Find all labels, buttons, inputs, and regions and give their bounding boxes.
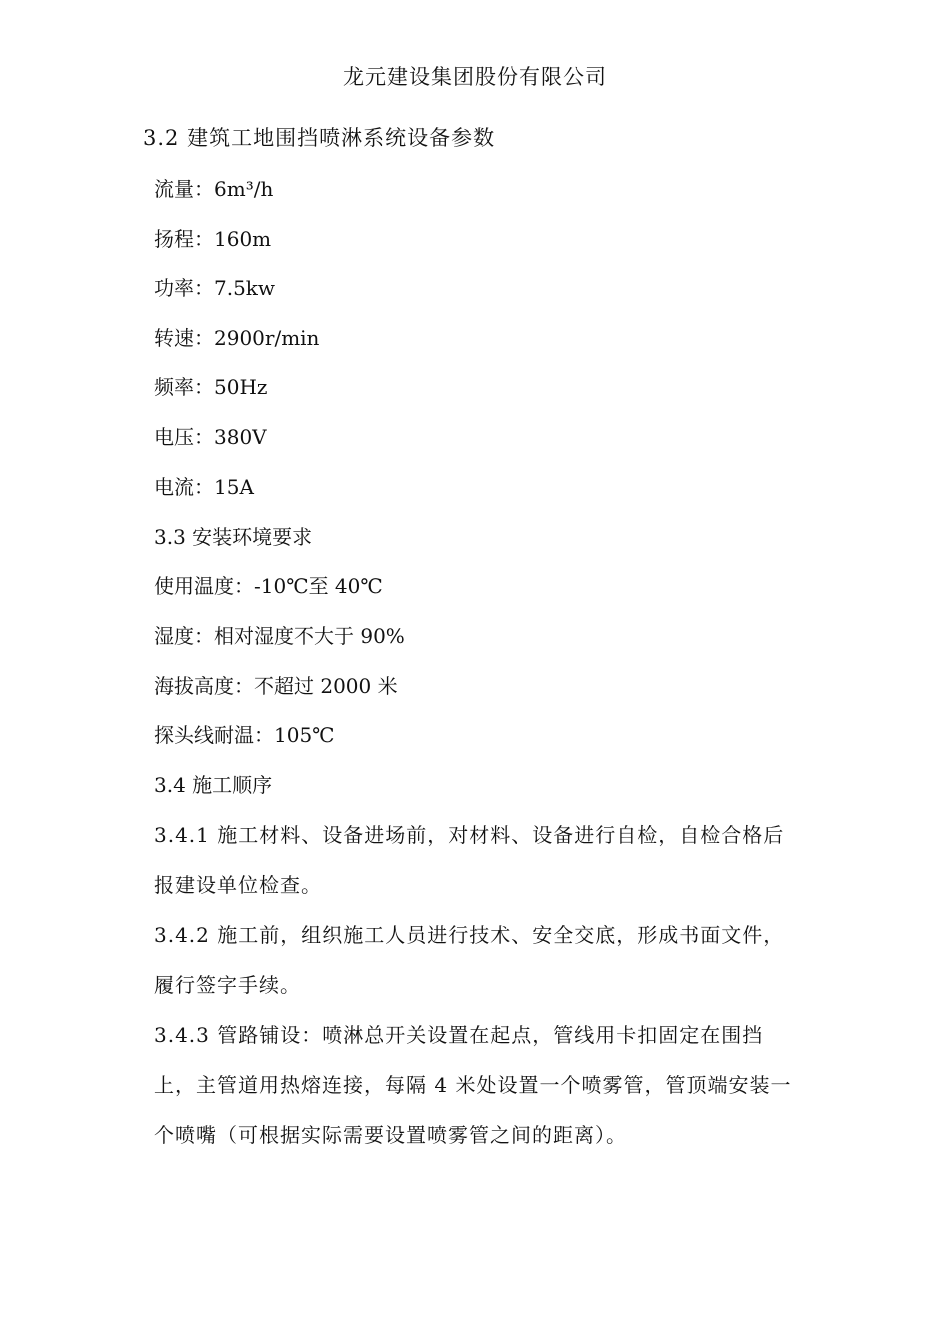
section-title: 3.2 建筑工地围挡喷淋系统设备参数: [143, 126, 496, 150]
param-speed: 转速：2900r/min: [154, 326, 320, 350]
env-section-title: 3.3 安装环境要求: [154, 525, 313, 549]
sequence-paragraph: 3.4.3 管路铺设：喷淋总开关设置在起点，管线用卡扣固定在围挡上，主管道用热熔连接，每隔 4 米处设置一个喷雾管，管顶端安装一个喷嘴（可根据实际需要设置喷雾管之间的距离）。: [154, 1023, 792, 1147]
param-current: 电流：15A: [154, 475, 254, 499]
env-humidity: 湿度：相对湿度不大于 90%: [154, 624, 405, 648]
param-voltage: 电压：380V: [154, 425, 267, 449]
company-header: 龙元建设集团股份有限公司: [343, 65, 607, 89]
env-probe-temperature: 探头线耐温：105℃: [154, 723, 335, 747]
param-frequency: 频率：50Hz: [154, 375, 268, 399]
sequence-section-title: 3.4 施工顺序: [154, 773, 273, 797]
sequence-paragraph: 3.4.2 施工前，组织施工人员进行技术、安全交底，形成书面文件，履行签字手续。: [154, 923, 785, 997]
param-head: 扬程：160m: [154, 227, 272, 251]
param-flow: 流量：6m³/h: [154, 177, 274, 201]
sequence-paragraph: 3.4.1 施工材料、设备进场前，对材料、设备进行自检，自检合格后报建设单位检查。: [154, 823, 785, 897]
env-temperature: 使用温度：-10℃至 40℃: [154, 574, 383, 598]
env-altitude: 海拔高度：不超过 2000 米: [154, 674, 398, 698]
param-power: 功率：7.5kw: [154, 276, 276, 300]
